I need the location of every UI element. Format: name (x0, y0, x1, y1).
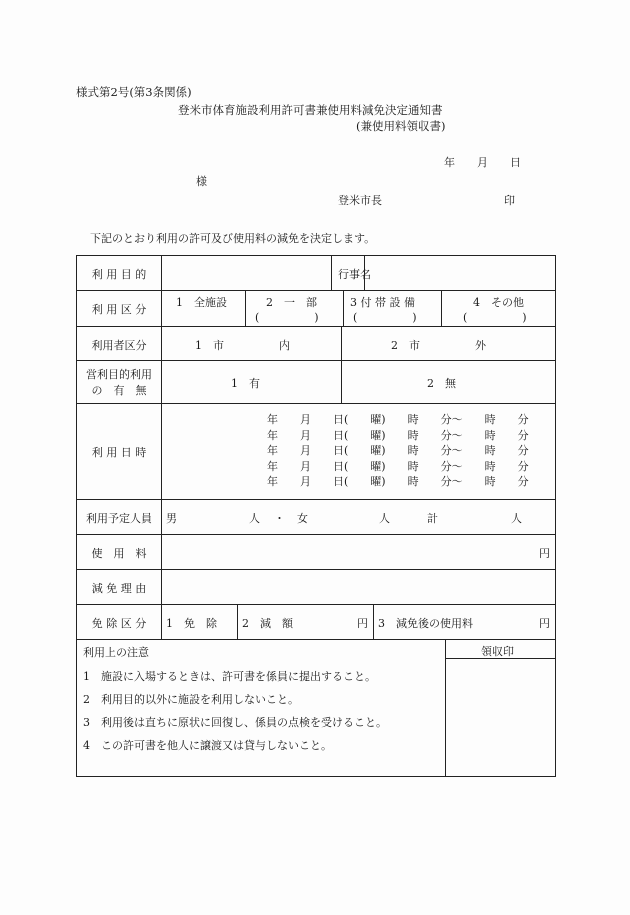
total-count-unit[interactable]: 人 (511, 512, 522, 525)
receipt-stamp-area (446, 659, 554, 776)
purpose-input[interactable] (162, 257, 330, 289)
fee-unit[interactable]: 円 (539, 547, 550, 560)
category-option-partial-detail[interactable]: ( ) (255, 311, 319, 324)
category-option-other-detail[interactable]: ( ) (463, 311, 527, 324)
reduction-reason-input[interactable] (162, 570, 554, 603)
notes-item: 2 利用目的以外に施設を利用しないこと。 (83, 693, 299, 706)
commercial-yes[interactable]: 1 有 (231, 377, 260, 390)
total-label: 計 (427, 512, 438, 525)
user-category-label: 利用者区分 (91, 339, 147, 352)
commercial-label-line2: の 有 無 (91, 384, 147, 397)
female-label: 女 (297, 512, 308, 525)
notes-item: 3 利用後は直ちに原状に回復し、係員の点検を受けること。 (83, 716, 387, 729)
notes-item: 4 この許可書を他人に譲渡又は貸与しないこと。 (83, 739, 332, 752)
category-label: 利 用 区 分 (91, 303, 147, 316)
form-number: 様式第2号(第3条関係) (76, 85, 192, 99)
separator-dot: ・ (274, 512, 285, 525)
datetime-row[interactable]: 年 月 日( 曜) 時 分〜 時 分 (267, 428, 529, 442)
exemption-partial-unit: 円 (357, 617, 368, 630)
event-name-label: 行事名 (338, 268, 371, 281)
date-line: 年 月 日 (444, 156, 521, 169)
user-category-outside-city[interactable]: 2 市 外 (391, 339, 486, 352)
category-option-equipment[interactable]: 3 付 帯 設 備 (350, 296, 415, 309)
issuer-name: 登米市長 (338, 194, 382, 207)
notes-item: 1 施設に入場するときは、許可書を係員に提出すること。 (83, 670, 376, 683)
document-title: 登米市体育施設利用許可書兼使用料減免決定通知書 (178, 103, 443, 117)
exemption-label: 免 除 区 分 (91, 617, 147, 630)
datetime-row[interactable]: 年 月 日( 曜) 時 分〜 時 分 (267, 459, 529, 473)
category-option-partial[interactable]: 2 一 部 (266, 296, 317, 309)
exemption-after-fee[interactable]: 3 減免後の使用料 (378, 617, 473, 630)
event-name-input[interactable] (365, 257, 554, 289)
notes-title: 利用上の注意 (83, 646, 149, 659)
fee-label: 使 用 料 (91, 547, 147, 560)
datetime-row[interactable]: 年 月 日( 曜) 時 分〜 時 分 (267, 475, 529, 488)
intro-text: 下記のとおり利用の許可及び使用料の減免を決定します。 (90, 232, 376, 245)
datetime-row[interactable]: 年 月 日( 曜) 時 分〜 時 分 (267, 413, 529, 426)
seal-mark: 印 (504, 194, 515, 207)
permit-form (76, 255, 556, 777)
datetime-label: 利 用 日 時 (91, 446, 147, 459)
planned-users-label: 利用予定人員 (86, 512, 152, 525)
reduction-reason-label: 減 免 理 由 (91, 582, 147, 595)
exemption-after-fee-unit: 円 (539, 617, 550, 630)
document-subtitle: (兼使用料領収書) (356, 119, 446, 133)
datetime-row[interactable]: 年 月 日( 曜) 時 分〜 時 分 (267, 444, 529, 457)
user-category-inside-city[interactable]: 1 市 内 (195, 339, 290, 352)
exemption-full[interactable]: 1 免 除 (166, 617, 217, 630)
female-count-unit[interactable]: 人 (379, 512, 390, 525)
commercial-no[interactable]: 2 無 (427, 377, 456, 390)
exemption-partial[interactable]: 2 減 額 (242, 617, 293, 630)
purpose-label: 利 用 目 的 (91, 268, 147, 281)
male-label: 男 (166, 512, 177, 525)
commercial-label-line1: 営利目的利用 (86, 368, 152, 381)
category-option-all[interactable]: 1 全施設 (176, 296, 227, 309)
category-option-other[interactable]: 4 その他 (473, 296, 524, 309)
category-option-equipment-detail[interactable]: ( ) (353, 311, 417, 324)
receipt-stamp-label: 領収印 (481, 645, 514, 658)
male-count-unit[interactable]: 人 (249, 512, 260, 525)
addressee-suffix: 様 (196, 175, 207, 188)
